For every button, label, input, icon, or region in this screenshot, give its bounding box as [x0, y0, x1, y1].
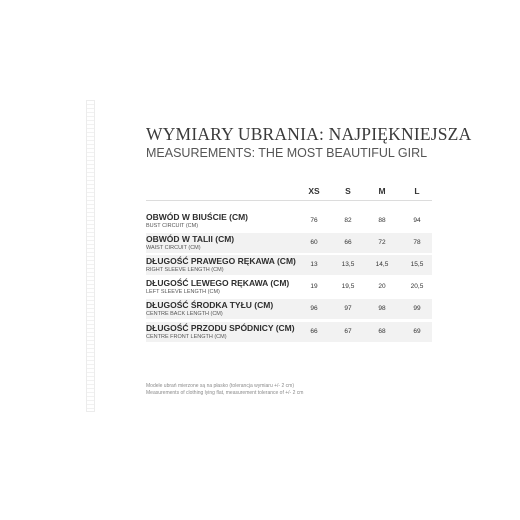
value-s: 19,5 [341, 283, 355, 290]
size-header-m: M [378, 186, 386, 196]
row-label: OBWÓD W BIUŚCIE (CM) [146, 212, 248, 222]
row-label: DŁUGOŚĆ ŚRODKA TYŁU (CM) [146, 300, 274, 310]
value-s: 66 [344, 239, 352, 246]
measuring-ruler-decoration [86, 100, 95, 412]
value-s: 82 [344, 217, 352, 224]
row-label: DŁUGOŚĆ PRZODU SPÓDNICY (CM) [146, 323, 295, 333]
page-title: WYMIARY UBRANIA: NAJPIĘKNIEJSZA [146, 124, 472, 144]
value-m: 20 [378, 283, 386, 290]
value-m: 98 [378, 305, 386, 312]
value-l: 69 [413, 328, 421, 335]
value-xs: 76 [310, 217, 318, 224]
value-l: 78 [413, 239, 421, 246]
row-sublabel: LEFT SLEEVE LENGTH (CM) [146, 289, 220, 295]
value-xs: 96 [310, 305, 318, 312]
table-row-centre-back [146, 299, 432, 319]
value-s: 67 [344, 328, 352, 335]
size-header-l: L [414, 186, 420, 196]
row-sublabel: WAIST CIRCUIT (CM) [146, 245, 201, 251]
value-xs: 60 [310, 239, 318, 246]
size-header-row [146, 186, 432, 201]
value-m: 14,5 [375, 261, 389, 268]
value-l: 20,5 [410, 283, 424, 290]
value-xs: 66 [310, 328, 318, 335]
row-label: DŁUGOŚĆ LEWEGO RĘKAWA (CM) [146, 278, 290, 288]
table-row-bust [146, 211, 432, 231]
table-row-left-sleeve [146, 277, 432, 297]
value-xs: 13 [310, 261, 318, 268]
value-m: 88 [378, 217, 386, 224]
value-m: 72 [378, 239, 386, 246]
size-header-xs: XS [308, 186, 320, 196]
value-s: 97 [344, 305, 352, 312]
value-l: 99 [413, 305, 421, 312]
row-sublabel: CENTRE BACK LENGTH (CM) [146, 311, 223, 317]
value-xs: 19 [310, 283, 318, 290]
table-row-waist [146, 233, 432, 253]
size-header-s: S [345, 186, 351, 196]
row-sublabel: BUST CIRCUIT (CM) [146, 223, 199, 229]
value-m: 68 [378, 328, 386, 335]
value-l: 94 [413, 217, 421, 224]
row-label: DŁUGOŚĆ PRAWEGO RĘKAWA (CM) [146, 256, 296, 266]
table-row-centre-front [146, 322, 432, 342]
footnote-polish: Modele ubrań mierzone są na płasko (tolerancja wymiaru +/- 2 cm) [146, 383, 294, 389]
row-label: OBWÓD W TALII (CM) [146, 234, 235, 244]
value-l: 15,5 [410, 261, 424, 268]
row-sublabel: CENTRE FRONT LENGTH (CM) [146, 334, 227, 340]
value-s: 13,5 [341, 261, 355, 268]
footnote-english: Measurements of clothing lying flat, measurement tolerance of +/- 2 cm [146, 390, 304, 396]
table-row-right-sleeve [146, 255, 432, 275]
row-sublabel: RIGHT SLEEVE LENGTH (CM) [146, 267, 224, 273]
page-subtitle: MEASUREMENTS: THE MOST BEAUTIFUL GIRL [146, 146, 428, 160]
